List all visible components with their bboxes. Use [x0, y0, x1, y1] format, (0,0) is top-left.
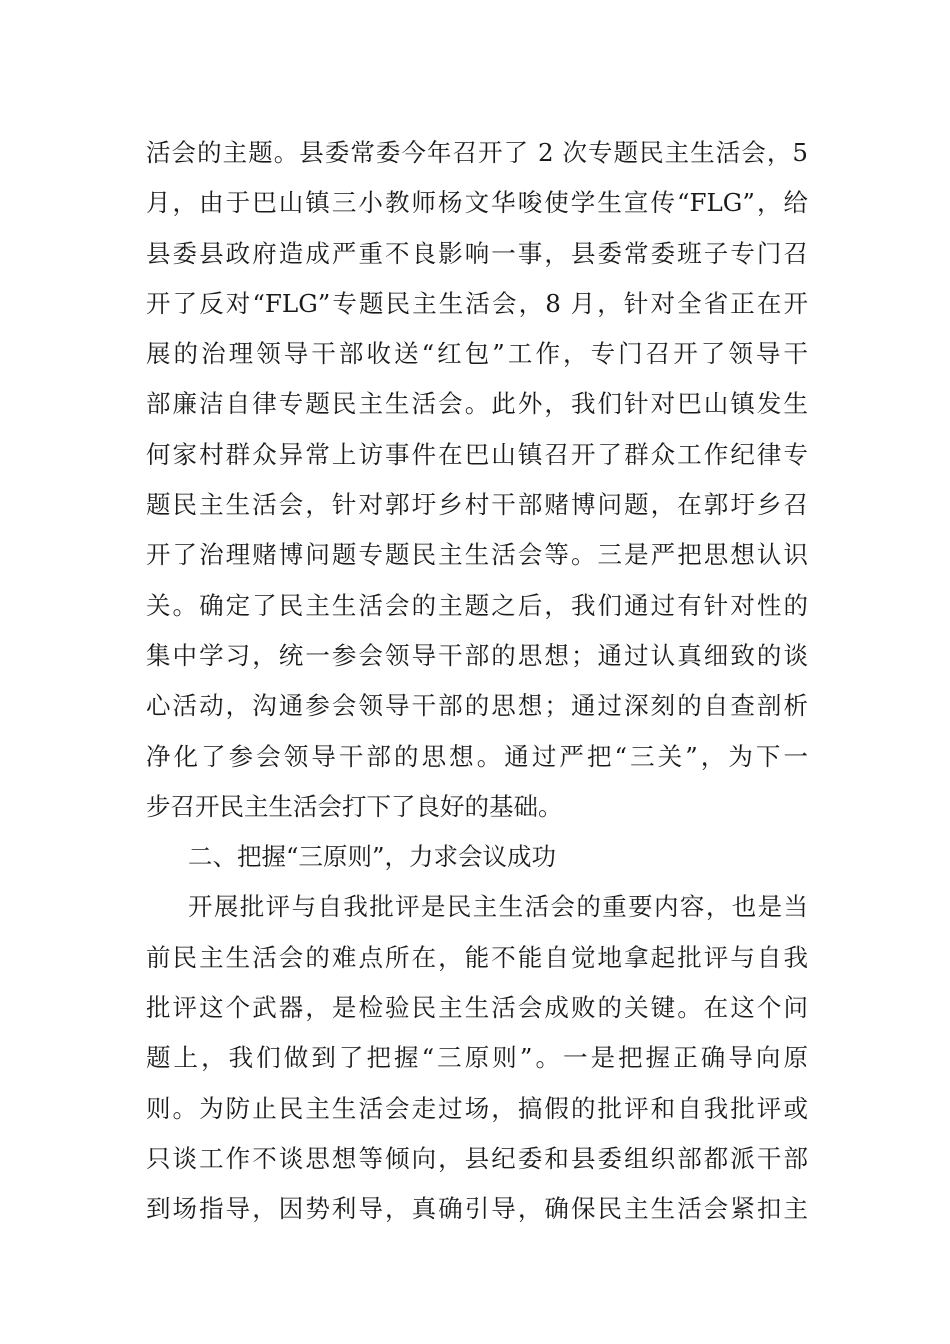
text-line: 到场指导，因势利导，真确引导，确保民主生活会紧扣主 — [146, 1194, 808, 1224]
text-line: 开了反对“FLG”专题民主生活会，8 月，针对全省正在开 — [146, 288, 808, 318]
text-line: 活会的主题。县委常委今年召开了 2 次专题民主生活会，5 — [146, 138, 808, 167]
text-line: 前民主生活会的难点所在，能不能自觉地拿起批评与自我 — [146, 942, 808, 972]
text-line: 展的治理领导干部收送“红包”工作，专门召开了领导干 — [146, 339, 808, 369]
body-text — [146, 128, 808, 1235]
text-line: 二、把握“三原则”，力求会议成功 — [188, 842, 557, 872]
text-line: 步召开民主生活会打下了良好的基础。 — [146, 791, 563, 821]
text-line: 题上，我们做到了把握“三原则”。一是把握正确导向原 — [146, 1043, 808, 1073]
text-line: 题民主生活会，针对郭圩乡村干部赌博问题，在郭圩乡召 — [146, 490, 808, 520]
text-line: 则。为防止民主生活会走过场，搞假的批评和自我批评或 — [146, 1093, 808, 1123]
text-line: 县委县政府造成严重不良影响一事，县委常委班子专门召 — [146, 238, 808, 268]
text-line: 净化了参会领导干部的思想。通过严把“三关”，为下一 — [146, 741, 808, 771]
text-line: 部廉洁自律专题民主生活会。此外，我们针对巴山镇发生 — [146, 389, 808, 419]
text-line: 开展批评与自我批评是民主生活会的重要内容，也是当 — [188, 892, 808, 922]
text-line: 批评这个武器，是检验民主生活会成败的关键。在这个问 — [146, 993, 808, 1023]
text-line: 心活动，沟通参会领导干部的思想；通过深刻的自查剖析 — [146, 691, 808, 721]
text-line: 只谈工作不谈思想等倾向，县纪委和县委组织部都派干部 — [146, 1143, 808, 1173]
text-line: 开了治理赌博问题专题民主生活会等。三是严把思想认识 — [146, 540, 808, 570]
text-line: 何家村群众异常上访事件在巴山镇召开了群众工作纪律专 — [146, 439, 808, 469]
text-line: 月，由于巴山镇三小教师杨文华唆使学生宣传“FLG”，给 — [146, 188, 808, 218]
text-line: 关。确定了民主生活会的主题之后，我们通过有针对性的 — [146, 590, 808, 620]
text-line: 集中学习，统一参会领导干部的思想；通过认真细致的谈 — [146, 640, 808, 670]
